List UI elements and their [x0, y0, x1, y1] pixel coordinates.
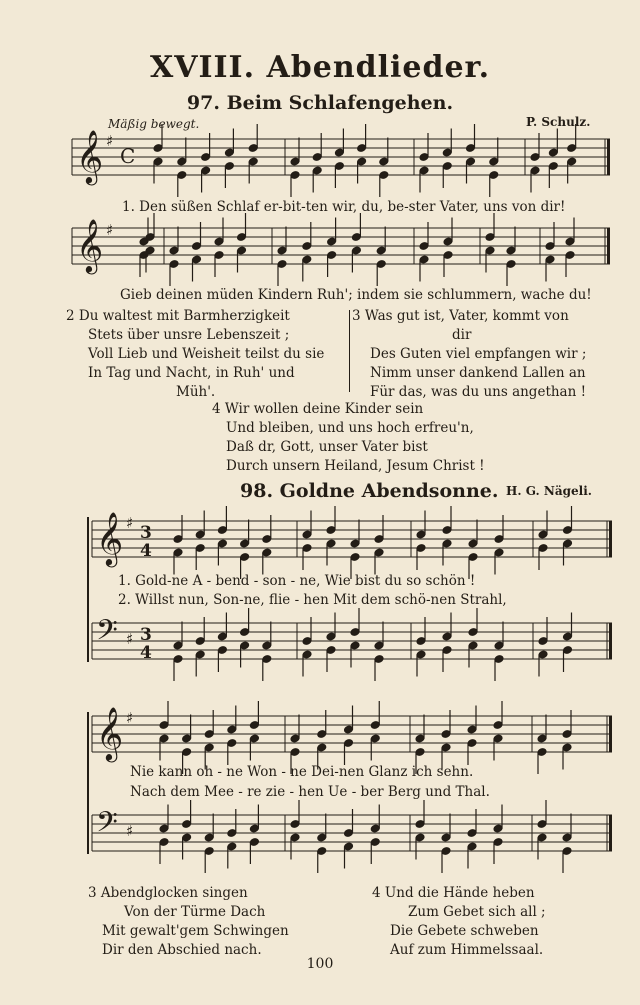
- page-number: 100: [306, 956, 334, 972]
- verse-line: 4 Wir wollen deine Kinder sein: [212, 401, 424, 417]
- time-signature: 4: [140, 541, 152, 561]
- sharp-icon: ♯: [126, 514, 134, 532]
- time-signature: 3: [140, 523, 152, 543]
- final-barline: [609, 815, 612, 851]
- verse-line: Mit gewalt'gem Schwingen: [102, 923, 289, 939]
- verse-line: Stets über unsre Lebenszeit ;: [88, 327, 290, 343]
- verse-line: Müh'.: [176, 384, 216, 400]
- bass-clef-icon: 𝄢: [96, 614, 118, 654]
- bass-clef-icon: 𝄢: [96, 806, 118, 846]
- verse-line: Zum Gebet sich all ;: [408, 904, 546, 920]
- verse-line: dir: [452, 327, 472, 343]
- hymn-98-verse-4: [372, 884, 632, 960]
- verse-line: Voll Lieb und Weisheit teilst du sie: [88, 346, 325, 362]
- verse-line: Und bleiben, und uns hoch erfreu'n,: [226, 420, 474, 436]
- verse-line: Von der Türme Dach: [124, 904, 266, 920]
- hymn-98-s1-lyric-1: 1. Gold-ne A - bend - son - ne, Wie bist du so schön !: [118, 573, 476, 589]
- verse-divider: [349, 310, 350, 392]
- hymn-98-s2-lyric-2: Nach dem Mee - re zie - hen Ue - ber Berg und Thal.: [130, 784, 490, 800]
- final-barline: [609, 521, 612, 557]
- hymn-97-title: 97. Beim Schlafengehen.: [186, 92, 454, 114]
- verse-line: 3 Abendglocken singen: [88, 885, 248, 901]
- section-title: XVIII. Abendlieder.: [149, 50, 491, 85]
- final-barline: [609, 716, 612, 752]
- verse-line: Daß dr, Gott, unser Vater bist: [226, 439, 428, 455]
- verse-line: Durch unsern Heiland, Jesum Christ !: [226, 458, 485, 474]
- verse-line: Nimm unser dankend Lallen an: [370, 365, 586, 381]
- verse-line: Dir den Abschied nach.: [102, 942, 262, 958]
- time-signature: 4: [140, 643, 152, 663]
- verse-line: Die Gebete schweben: [390, 923, 539, 939]
- final-barline: [607, 228, 610, 264]
- sharp-icon: ♯: [126, 630, 134, 648]
- sharp-icon: ♯: [106, 221, 114, 239]
- verse-line: Für das, was du uns angethan !: [370, 384, 587, 400]
- verse-line: 3 Was gut ist, Vater, kommt von: [352, 308, 569, 324]
- time-signature: 3: [140, 625, 152, 645]
- time-signature: C: [120, 144, 136, 168]
- hymn-98-s1-lyric-2: 2. Willst nun, Son-ne, flie - hen Mit dem schö-nen Strahl,: [118, 592, 507, 608]
- treble-clef-icon: 𝄞: [96, 511, 124, 565]
- verse-line: 2 Du waltest mit Barmherzigkeit: [66, 308, 290, 324]
- verse-line: In Tag und Nacht, in Ruh' und: [88, 365, 295, 381]
- hymn-97-composer: P. Schulz.: [526, 115, 591, 129]
- treble-clef-icon: 𝄞: [96, 706, 124, 760]
- hymn-97-verse-3: [352, 307, 632, 402]
- sharp-icon: ♯: [106, 132, 114, 150]
- sharp-icon: ♯: [126, 822, 134, 840]
- hymn-97-verse-4: [212, 400, 552, 476]
- hymn-98-verse-3: [88, 884, 348, 960]
- hymn-98-s2-lyric-1: Nie kann oh - ne Won - ne Dei-nen Glanz ich sehn.: [130, 764, 474, 780]
- hymn-98-title: 98. Goldne Abendsonne.: [240, 480, 499, 502]
- hymn-97-lyric-2: Gieb deinen müden Kindern Ruh'; indem sie schlummern, wache du!: [120, 287, 592, 303]
- hymn-97-lyric-1: 1. Den süßen Schlaf er-bit-ten wir, du, be-ster Vater, uns von dir!: [122, 199, 566, 215]
- final-barline: [607, 139, 610, 175]
- final-barline: [609, 623, 612, 659]
- hymn-97-verse-2: [66, 307, 346, 402]
- hymn-97-tempo: Mäßig bewegt.: [108, 117, 200, 131]
- verse-line: Des Guten viel empfangen wir ;: [370, 346, 587, 362]
- sharp-icon: ♯: [126, 709, 134, 727]
- verse-line: Auf zum Himmelssaal.: [390, 942, 544, 958]
- treble-clef-icon: 𝄞: [76, 129, 104, 183]
- hymn-98-composer: H. G. Nägeli.: [506, 484, 592, 498]
- verse-line: 4 Und die Hände heben: [372, 885, 535, 901]
- treble-clef-icon: 𝄞: [76, 218, 104, 272]
